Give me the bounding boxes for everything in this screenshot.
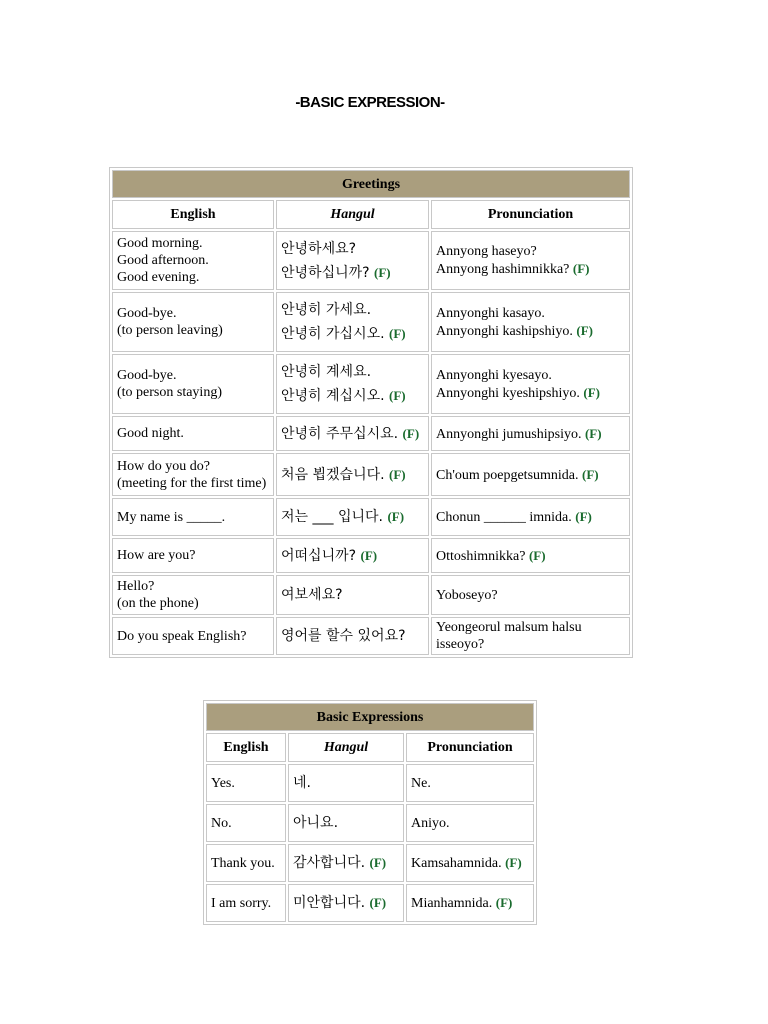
- english-line: How do you do?: [117, 458, 210, 474]
- hangul-line: [293, 851, 399, 875]
- pron-text: Annyonghi kasayo.: [436, 305, 545, 321]
- basic-caption: Basic Expressions: [206, 703, 534, 731]
- cell-pron: [406, 884, 534, 922]
- cell-english: [112, 538, 274, 573]
- pron-line: [436, 547, 625, 565]
- cell-english: [206, 844, 286, 882]
- pron-line: [436, 384, 625, 402]
- cell-pron: [431, 453, 630, 496]
- english-line: Hello?: [117, 579, 155, 594]
- cell-hangul: [288, 844, 404, 882]
- table-row: [112, 498, 630, 536]
- hangul-text: 처음 뵙겠습니다.: [281, 466, 385, 483]
- pron-text: Annyonghi kyeshipshiyo.: [436, 385, 580, 401]
- hangul-line: [281, 463, 424, 487]
- basic-header-pronunciation: Pronunciation: [406, 733, 534, 762]
- hangul-text: 네.: [293, 775, 311, 791]
- table-row: [112, 453, 630, 496]
- pron-text: Chonun ______ imnida.: [436, 510, 572, 525]
- hangul-text: 아니요.: [293, 815, 339, 831]
- hangul-text: 미안합니다.: [293, 895, 366, 911]
- page-title: -BASIC EXPRESSION-: [295, 94, 445, 111]
- pron-line: [411, 854, 529, 872]
- pron-line: [436, 322, 625, 340]
- table-row: [112, 538, 630, 573]
- english-line: Do you speak English?: [117, 628, 247, 644]
- english-line: Good night.: [117, 426, 184, 441]
- cell-hangul: [276, 354, 429, 414]
- cell-hangul: [276, 292, 429, 352]
- cell-english: [112, 416, 274, 451]
- table-row: [112, 575, 630, 615]
- hangul-line: [281, 237, 424, 261]
- table-row: [206, 844, 534, 882]
- hangul-text: 안녕하세요?: [281, 240, 357, 257]
- cell-pron: [431, 575, 630, 615]
- english-line: (meeting for the first time): [117, 475, 267, 491]
- cell-hangul: [276, 453, 429, 496]
- english-line: Good-bye.: [117, 306, 177, 321]
- formal-marker: (F): [402, 425, 420, 441]
- hangul-line: [281, 422, 424, 446]
- table-row: [206, 884, 534, 922]
- cell-english: [112, 453, 274, 496]
- pron-line: [436, 508, 625, 526]
- pron-text: Mianhamnida.: [411, 896, 493, 911]
- formal-marker: (F): [387, 509, 405, 524]
- cell-english: [112, 498, 274, 536]
- formal-marker: (F): [505, 855, 522, 870]
- formal-marker: (F): [389, 326, 406, 341]
- pron-text: Annyonghi jumushipsiyo.: [436, 426, 582, 442]
- hangul-text: 안녕하십니까?: [281, 264, 370, 281]
- cell-pron: [431, 617, 630, 655]
- cell-english: [112, 575, 274, 615]
- pron-line: [436, 260, 625, 278]
- formal-marker: (F): [495, 895, 513, 910]
- table-row: [206, 764, 534, 802]
- cell-english: [112, 231, 274, 290]
- cell-pron: [431, 416, 630, 451]
- pron-line: [436, 425, 625, 443]
- formal-marker: (F): [369, 895, 387, 910]
- hangul-text: 안녕히 계십시오.: [281, 388, 385, 404]
- hangul-text: 안녕히 가십시오.: [281, 326, 385, 342]
- pron-line: [411, 894, 529, 912]
- hangul-line: [293, 891, 399, 915]
- hangul-text: 저는 ___ 입니다.: [281, 509, 383, 525]
- greetings-header-pronunciation: Pronunciation: [431, 200, 630, 229]
- formal-marker: (F): [374, 264, 391, 280]
- cell-pron: [431, 354, 630, 414]
- cell-pron: [431, 292, 630, 352]
- formal-marker: (F): [360, 547, 378, 563]
- formal-marker: (F): [369, 855, 387, 870]
- pron-line: [436, 243, 625, 260]
- hangul-text: 감사합니다.: [293, 855, 366, 871]
- pron-text: Annyong hashimnikka?: [436, 262, 570, 277]
- hangul-text: 여보세요?: [281, 587, 343, 603]
- pron-line: [436, 367, 625, 384]
- pron-text: Yeongeorul malsum halsu isseoyo?: [436, 620, 582, 652]
- pron-line: [411, 815, 529, 832]
- english-line: Good-bye.: [117, 368, 177, 383]
- english-line: I am sorry.: [211, 895, 272, 911]
- english-line: (to person leaving): [117, 323, 223, 338]
- formal-marker: (F): [389, 466, 406, 482]
- pron-line: [436, 305, 625, 322]
- pron-text: Ne.: [411, 775, 431, 791]
- greetings-table: [109, 167, 633, 658]
- english-line: Good evening.: [117, 270, 200, 285]
- cell-pron: [406, 764, 534, 802]
- cell-pron: [431, 231, 630, 290]
- hangul-line: [293, 811, 399, 835]
- cell-pron: [406, 804, 534, 842]
- cell-hangul: [276, 231, 429, 290]
- pron-text: Annyonghi kyesayo.: [436, 367, 552, 383]
- cell-english: [206, 804, 286, 842]
- formal-marker: (F): [575, 509, 592, 524]
- cell-pron: [406, 844, 534, 882]
- pron-line: [436, 619, 625, 653]
- hangul-text: 안녕히 주무십시요.: [281, 425, 399, 442]
- table-row: [112, 354, 630, 414]
- basic-header-hangul: Hangul: [288, 733, 404, 762]
- hangul-line: [281, 261, 424, 285]
- table-row: [112, 416, 630, 451]
- cell-hangul: [288, 804, 404, 842]
- pron-text: Annyong haseyo?: [436, 244, 537, 259]
- cell-hangul: [276, 538, 429, 573]
- basic-expressions-table: [203, 700, 537, 925]
- hangul-line: [281, 384, 424, 408]
- cell-hangul: [288, 764, 404, 802]
- cell-english: [112, 354, 274, 414]
- pron-text: Yoboseyo?: [436, 587, 498, 603]
- cell-english: [112, 292, 274, 352]
- english-line: Good afternoon.: [117, 253, 209, 268]
- pron-line: [436, 587, 625, 604]
- pron-text: Aniyo.: [411, 815, 450, 831]
- cell-hangul: [276, 416, 429, 451]
- greetings-caption: Greetings: [112, 170, 630, 198]
- hangul-line: [281, 505, 424, 529]
- cell-hangul: [288, 884, 404, 922]
- hangul-text: 영어를 할수 있어요?: [281, 628, 406, 644]
- hangul-text: 안녕히 가세요.: [281, 302, 372, 318]
- cell-hangul: [276, 498, 429, 536]
- cell-hangul: [276, 617, 429, 655]
- hangul-line: [281, 322, 424, 346]
- cell-english: [206, 764, 286, 802]
- hangul-line: [281, 583, 424, 607]
- formal-marker: (F): [528, 547, 546, 563]
- pron-line: [436, 466, 625, 484]
- pron-text: Kamsahamnida.: [411, 856, 502, 871]
- hangul-line: [281, 544, 424, 568]
- hangul-line: [281, 360, 424, 384]
- hangul-line: [281, 298, 424, 322]
- english-line: No.: [211, 815, 232, 831]
- cell-pron: [431, 498, 630, 536]
- greetings-body: [112, 231, 630, 655]
- pron-text: Ottoshimnikka?: [436, 548, 526, 564]
- hangul-line: [293, 771, 399, 795]
- hangul-text: 어떠십니까?: [281, 547, 357, 564]
- cell-english: [206, 884, 286, 922]
- formal-marker: (F): [584, 425, 602, 441]
- formal-marker: (F): [572, 261, 590, 276]
- english-line: Thank you.: [211, 855, 275, 871]
- cell-english: [112, 617, 274, 655]
- english-line: Yes.: [211, 775, 235, 791]
- english-line: (on the phone): [117, 596, 199, 611]
- basic-header-english: English: [206, 733, 286, 762]
- table-row: [206, 804, 534, 842]
- table-row: [112, 231, 630, 290]
- hangul-line: [281, 624, 424, 648]
- pron-line: [411, 775, 529, 792]
- greetings-header-english: English: [112, 200, 274, 229]
- formal-marker: (F): [582, 466, 599, 482]
- table-row: [112, 617, 630, 655]
- cell-hangul: [276, 575, 429, 615]
- english-line: My name is _____.: [117, 509, 226, 525]
- formal-marker: (F): [583, 384, 600, 400]
- table-row: [112, 292, 630, 352]
- greetings-header-hangul: Hangul: [276, 200, 429, 229]
- english-line: How are you?: [117, 548, 196, 563]
- pron-text: Annyonghi kashipshiyo.: [436, 323, 573, 339]
- formal-marker: (F): [576, 322, 593, 338]
- hangul-text: 안녕히 계세요.: [281, 364, 372, 380]
- english-line: Good morning.: [117, 236, 203, 251]
- pron-text: Ch'oum poepgetsumnida.: [436, 467, 579, 483]
- formal-marker: (F): [389, 388, 406, 403]
- basic-body: [206, 764, 534, 922]
- english-line: (to person staying): [117, 385, 222, 400]
- cell-pron: [431, 538, 630, 573]
